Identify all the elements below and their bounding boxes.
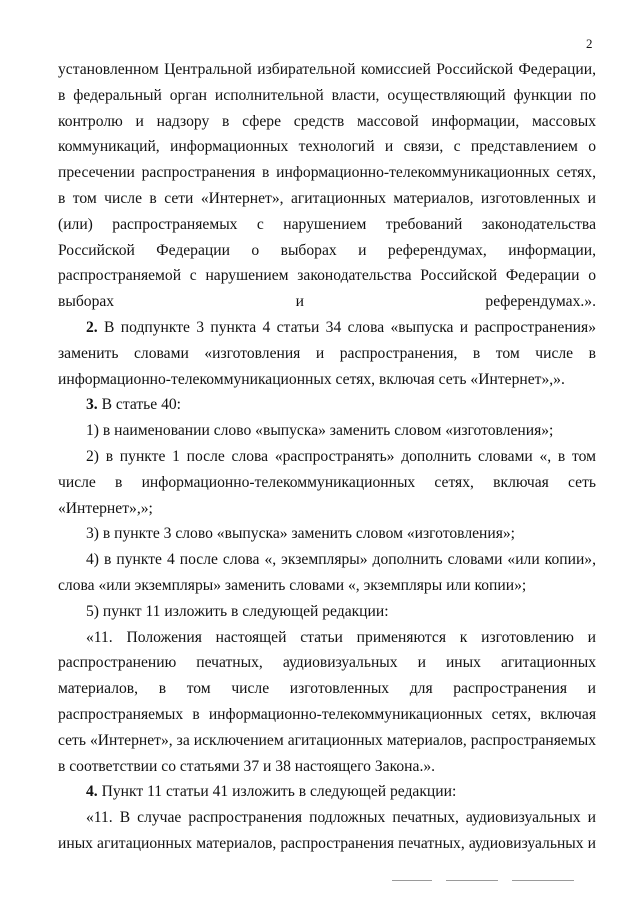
subitem-1: 1) в наименовании слово «выпуска» заменить словом «изготовления»; (86, 422, 554, 440)
subitem-5: 5) пункт 11 изложить в следующей редакции: (86, 602, 389, 620)
subitem-3: 3) в пункте 3 слово «выпуска» заменить словом «изготовления»; (86, 525, 516, 543)
paragraph-item-3: 3. В статье 40: (86, 396, 182, 414)
document-body (58, 57, 596, 857)
subitem-2: 2) в пункте 1 после слова «распространять» дополнить словами «, в том числе в информационно-телекоммуникационных сетях, включая сеть «Интернет»,»; (58, 447, 596, 517)
item-number: 2. (86, 318, 98, 336)
paragraph-item-2: 2. В подпункте 3 пункта 4 статьи 34 слова «выпуска и распространения» заменить словами «изготовления и распространения, в том числе в информационно-телекоммуникационных сетях, включая сеть «Интернет»,». (58, 318, 596, 388)
scan-artifact (446, 880, 498, 881)
subitem-4: 4) в пункте 4 после слова «, экземпляры» дополнить словами «или копии», слова «или экземпляры» заменить словами «, экземпляры или копии»; (58, 551, 596, 594)
quoted-clause-11: «11. Положения настоящей статьи применяются к изготовлению и распространению печатных, аудиовизуальных и иных агитационных материалов, в том числе изготовленных для распространения и распространяемых в информационно-телекоммуникационных сетях, включая сеть «Интернет», за исключением агитационных материалов, распространяемых в соответствии со статьями 37 и 38 настоящего Закона.». (58, 628, 596, 775)
scan-artifact (392, 880, 432, 881)
page-number: 2 (586, 36, 593, 51)
quoted-clause-11-start: «11. В случае распространения подложных печатных, аудиовизуальных и иных агитационных материалов, распространения печатных, аудиовизуальных и (58, 809, 596, 852)
scan-artifact (512, 880, 574, 881)
paragraph-continuation: установленном Центральной избирательной комиссией Российской Федерации, в федеральный орган исполнительной власти, осуществляющий функции по контролю и надзору в сфере средств массовой информации, массовых коммуникаций, информационных технологий и связи, с представлением о пресечении распространения в информационно-телекоммуникационных сетях, в том числе в сети «Интернет», агитационных материалов, изготовленных и (или) распространяемых с нарушением требований законодательства Российской Федерации о выборах и референдумах, информации, распространяемой с нарушением законодательства Российской Федерации о выборах и референдумах.». (58, 61, 596, 311)
item-number: 4. (86, 783, 98, 801)
item-number: 3. (86, 396, 98, 414)
paragraph-item-4: 4. Пункт 11 статьи 41 изложить в следующей редакции: (86, 783, 457, 801)
